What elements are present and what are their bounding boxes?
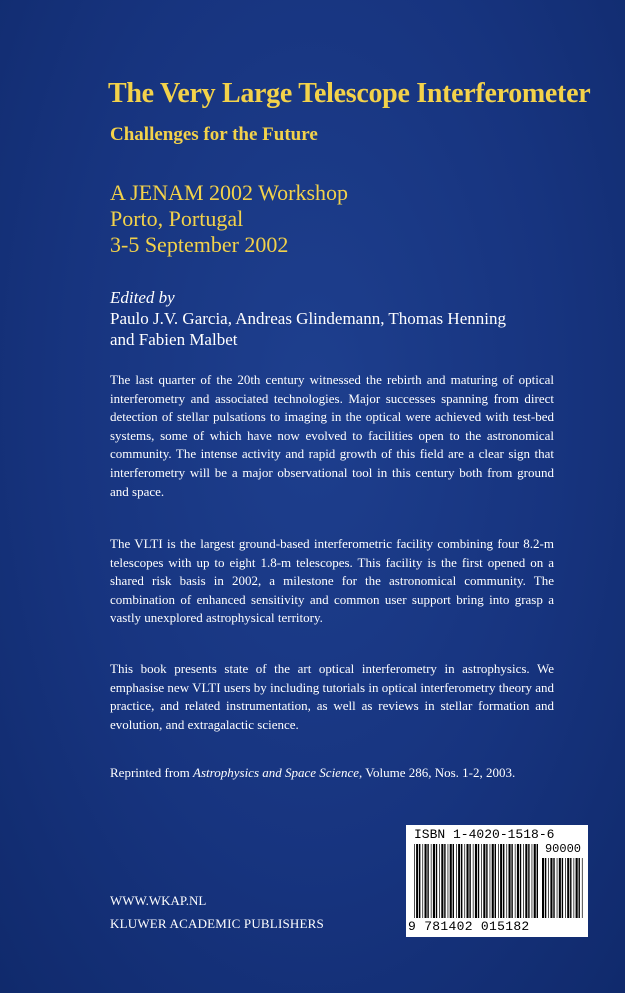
barcode-bar (548, 858, 549, 918)
barcode-bar (503, 844, 504, 918)
barcode-bar (444, 844, 445, 918)
reprint-note (110, 765, 515, 781)
barcode-bar (486, 844, 487, 918)
barcode-bar (427, 844, 428, 918)
barcode-bar (525, 844, 527, 918)
barcode-bar (425, 844, 427, 918)
barcode-bar (509, 844, 511, 918)
barcode-bar (490, 844, 491, 918)
barcode-bar (439, 844, 440, 918)
barcode-bar (520, 844, 521, 918)
barcode-bar (515, 844, 516, 918)
barcode-bar (500, 844, 502, 918)
editors-block (110, 287, 506, 350)
barcode-bar (422, 844, 423, 918)
reprint-prefix: Reprinted from (110, 765, 194, 780)
price-addon-digits: 90000 (544, 842, 581, 856)
editors-names: Paulo J.V. Garcia, Andreas Glindemann, Thomas Henning (110, 309, 506, 328)
editors-names-continued: and Fabien Malbet (110, 330, 238, 349)
barcode-bar (545, 858, 546, 918)
book-title: The Very Large Telescope Interferometer (108, 78, 591, 109)
barcode-bar (431, 844, 432, 918)
barcode-bar (450, 844, 452, 918)
description-paragraph: This book presents state of the art optical interferometry in astrophysics. We emphasise new VLTI users by including tutorials in optical interferometry theory and practice, and related instrumentation, as well as reviews in stellar formation and evolution, and extragalactic science. (110, 661, 554, 732)
isbn-barcode (406, 825, 588, 937)
barcode-bar (528, 844, 529, 918)
isbn-number: ISBN 1-4020-1518-6 (414, 827, 555, 842)
barcode-bar (506, 844, 507, 918)
barcode-bar (461, 844, 462, 918)
barcode-bar (534, 844, 536, 918)
barcode-bar (441, 844, 443, 918)
barcode-bar (481, 844, 482, 918)
book-subtitle: Challenges for the Future (110, 124, 318, 145)
barcode-bar (542, 858, 544, 918)
barcode-bar (478, 844, 479, 918)
barcode-bar (537, 844, 538, 918)
reprint-suffix: , Volume 286, Nos. 1-2, 2003. (359, 765, 516, 780)
addon-barcode-bars (542, 858, 584, 918)
barcode-bar (562, 858, 563, 918)
barcode-bar (495, 844, 496, 918)
barcode-bar (453, 844, 454, 918)
barcode-bar (433, 844, 435, 918)
journal-name: Astrophysics and Space Science (193, 765, 359, 780)
barcode-bar (565, 858, 566, 918)
barcode-bar (567, 858, 569, 918)
barcode-bar (576, 858, 578, 918)
barcode-bar (553, 858, 554, 918)
barcode-bar (557, 858, 558, 918)
ean-barcode-bars (414, 844, 539, 918)
publisher-website-link[interactable]: WWW.WKAP.NL (110, 893, 207, 908)
barcode-bar (570, 858, 571, 918)
barcode-bar (498, 844, 499, 918)
barcode-bar (436, 844, 437, 918)
barcode-bar (559, 858, 561, 918)
edited-by-label: Edited by (110, 288, 175, 307)
workshop-location: Porto, Portugal (110, 206, 244, 231)
barcode-bar (458, 844, 460, 918)
barcode-bar (579, 858, 580, 918)
workshop-name: A JENAM 2002 Workshop (110, 180, 349, 205)
barcode-bar (511, 844, 512, 918)
barcode-bar (448, 844, 449, 918)
barcode-bar (456, 844, 457, 918)
barcode-bar (469, 844, 470, 918)
barcode-bar (532, 844, 533, 918)
barcode-bar (574, 858, 575, 918)
barcode-bar (492, 844, 494, 918)
barcode-bar (473, 844, 474, 918)
barcode-bar (475, 844, 477, 918)
barcode-bar (523, 844, 524, 918)
barcode-bar (414, 844, 415, 918)
barcode-bar (416, 844, 418, 918)
publisher-name: KLUWER ACADEMIC PUBLISHERS (110, 916, 324, 931)
workshop-info (110, 180, 348, 258)
ean-digits: 9 781402 015182 (408, 919, 530, 934)
barcode-bar (467, 844, 469, 918)
barcode-bar (517, 844, 519, 918)
barcode-bar (582, 858, 583, 918)
description-paragraph: The last quarter of the 20th century witnessed the rebirth and maturing of optical interferometry and associated technologies. Major successes spanning from direct detection of stellar pulsations to imaging in the optical were achieved with test-bed systems, some of which have now evolved to facilities open to the astronomical community. The intense activity and rapid growth of this field are a clear sign that interferometry will be a major observational tool in this century both from ground and space. (110, 372, 554, 499)
barcode-bar (419, 844, 420, 918)
description-paragraph: The VLTI is the largest ground-based interferometric facility combining four 8.2-m telescopes with up to eight 1.8-m telescopes. This facility is the first opened on a shared risk basis in 2002, a milestone for the astronomical community. The combination of enhanced sensitivity and common user support bring into grasp a vastly unexplored astrophysical territory. (110, 536, 554, 626)
barcode-bar (550, 858, 552, 918)
workshop-dates: 3-5 September 2002 (110, 232, 289, 257)
barcode-bar (483, 844, 485, 918)
barcode-bar (464, 844, 465, 918)
